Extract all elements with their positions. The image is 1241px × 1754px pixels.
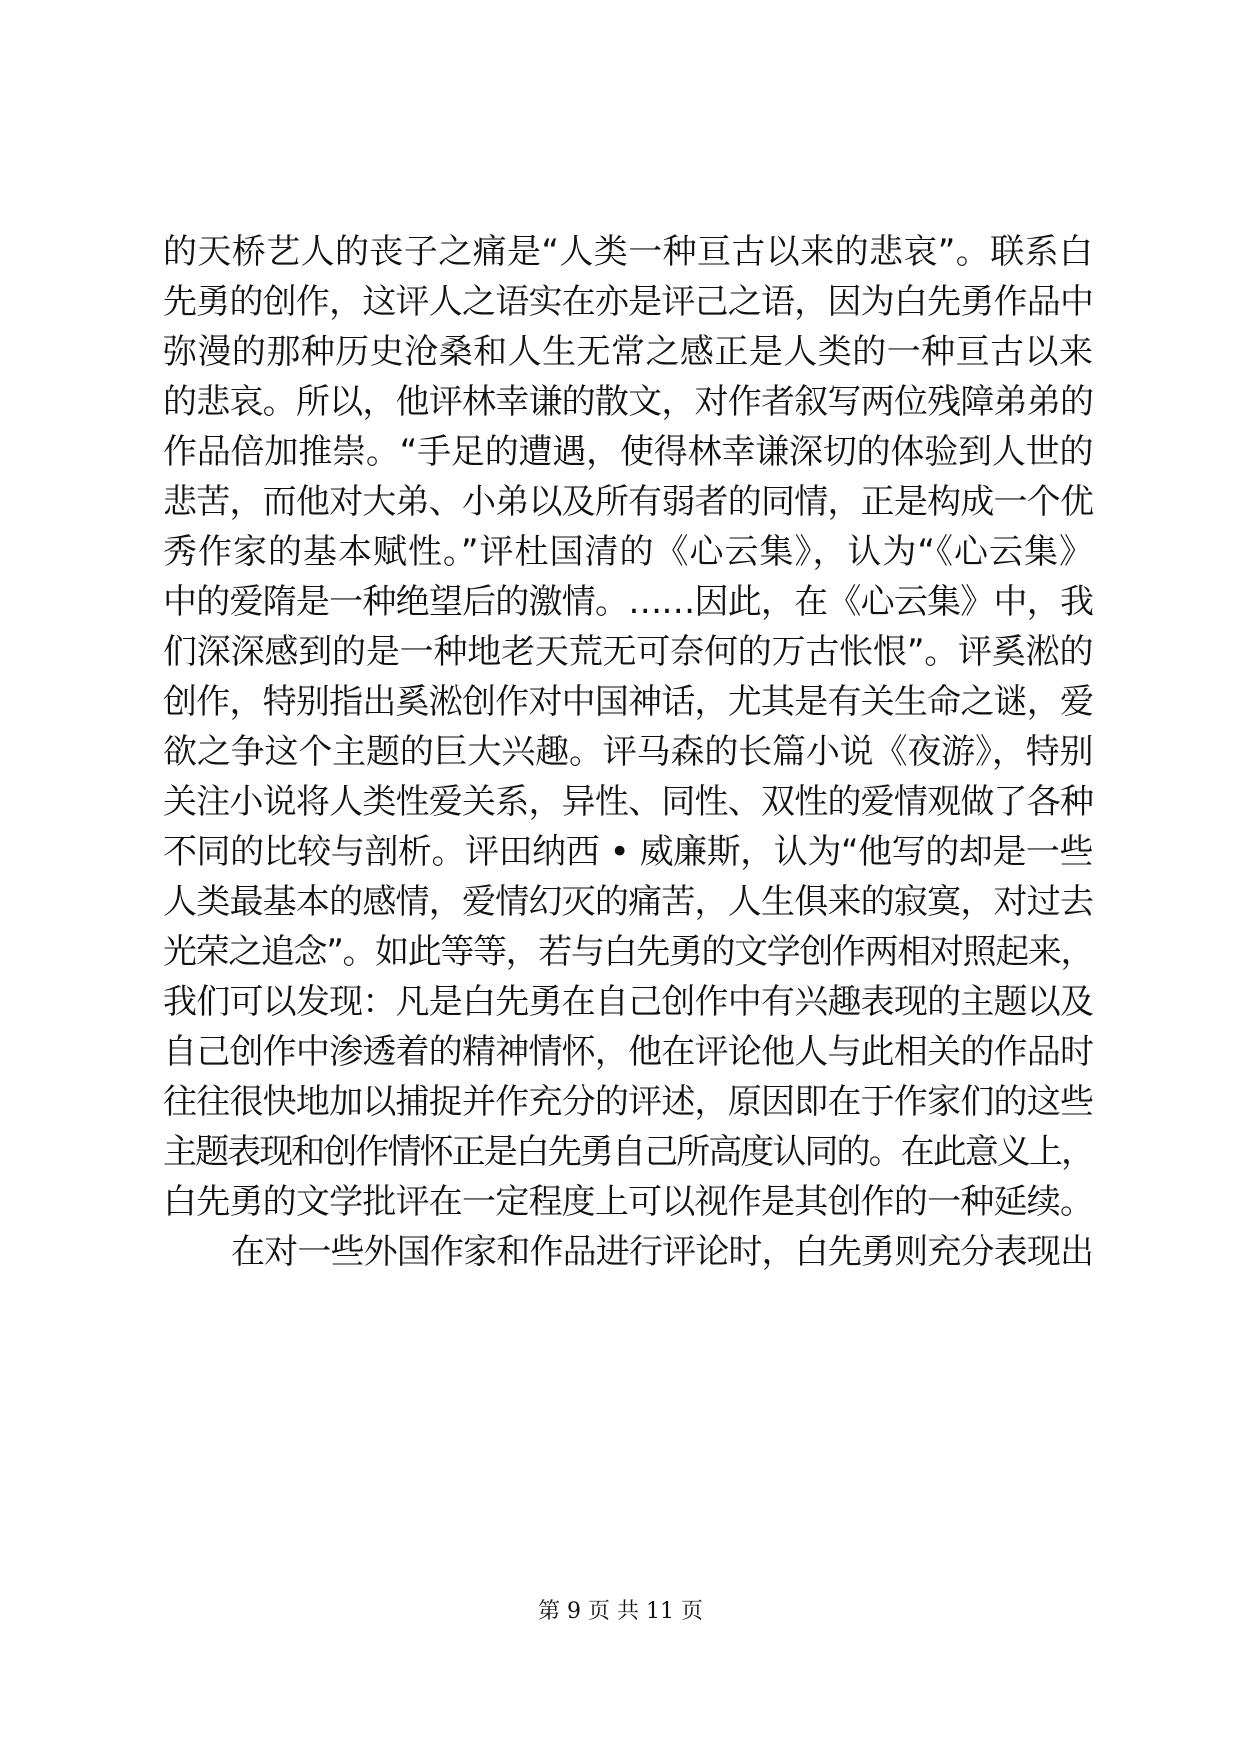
text-line: 人类最基本的感情，爱情幻灭的痛苦，人生俱来的寂寞，对过去 <box>163 882 1093 922</box>
text-line: 不同的比较与剖析。评田纳西 • 威廉斯，认为“他写的却是一些 <box>163 832 1093 872</box>
text-line: 们深深感到的是一种地老天荒无可奈何的万古怅恨”。评奚淞的 <box>163 632 1093 672</box>
text-line: 欲之争这个主题的巨大兴趣。评马森的长篇小说《夜游》，特别 <box>163 732 1093 772</box>
text-line: 的天桥艺人的丧子之痛是“人类一种亘古以来的悲哀”。联系白 <box>163 232 1093 272</box>
text-line: 作品倍加推崇。“手足的遭遇，使得林幸谦深切的体验到人世的 <box>163 432 1093 472</box>
text-line: 中的爱隋是一种绝望后的激情。……因此，在《心云集》中，我 <box>163 582 1093 622</box>
text-line: 的悲哀。所以，他评林幸谦的散文，对作者叙写两位残障弟弟的 <box>163 382 1093 422</box>
text-line: 往往很快地加以捕捉并作充分的评述，原因即在于作家们的这些 <box>163 1082 1093 1122</box>
text-line: 关注小说将人类性爱关系，异性、同性、双性的爱情观做了各种 <box>163 782 1093 822</box>
body-text <box>163 227 1093 1277</box>
page-footer: 第 9 页 共 11 页 <box>538 1599 703 1624</box>
text-line: 秀作家的基本赋性。”评杜国清的《心云集》，认为“《心云集》 <box>163 532 1093 572</box>
text-line: 创作，特别指出奚淞创作对中国神话，尤其是有关生命之谜，爱 <box>163 682 1093 722</box>
text-line: 自己创作中渗透着的精神情怀，他在评论他人与此相关的作品时 <box>163 1032 1093 1072</box>
text-line: 主题表现和创作情怀正是白先勇自己所高度认同的。在此意义上， <box>163 1132 1093 1172</box>
text-line: 弥漫的那种历史沧桑和人生无常之感正是人类的一种亘古以来 <box>163 332 1093 372</box>
paragraph-start-line: 在对一些外国作家和作品进行评论时，白先勇则充分表现出 <box>231 1232 1093 1272</box>
text-line: 白先勇的文学批评在一定程度上可以视作是其创作的一种延续。 <box>163 1182 1093 1222</box>
text-line: 光荣之追念”。如此等等，若与白先勇的文学创作两相对照起来， <box>163 932 1093 972</box>
text-line: 先勇的创作，这评人之语实在亦是评己之语，因为白先勇作品中 <box>163 282 1093 322</box>
text-line: 我们可以发现：凡是白先勇在自己创作中有兴趣表现的主题以及 <box>163 982 1093 1022</box>
text-line: 悲苦，而他对大弟、小弟以及所有弱者的同情，正是构成一个优 <box>163 482 1093 522</box>
